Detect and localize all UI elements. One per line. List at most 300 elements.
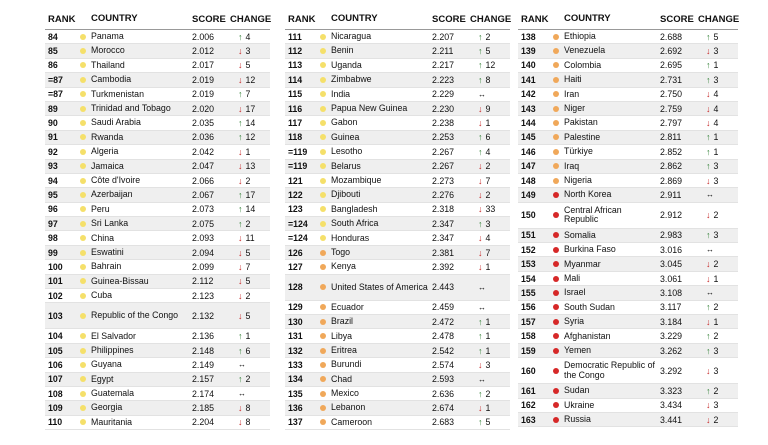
rank-cell: 146 — [521, 146, 536, 157]
arrow-down-icon: ↓ — [238, 146, 243, 157]
score-cell: 2.318 — [432, 204, 455, 215]
peace-level-dot-icon — [320, 235, 326, 241]
peace-level-dot-icon — [553, 163, 559, 169]
peace-level-dot-icon — [80, 192, 86, 198]
table-row — [285, 30, 510, 44]
country-cell: Thailand — [91, 59, 125, 70]
table-row — [518, 131, 738, 145]
score-cell: 3.229 — [660, 331, 683, 342]
country-cell: Guatemala — [91, 388, 135, 399]
rank-cell: 139 — [521, 46, 536, 57]
change-cell — [230, 118, 270, 128]
score-cell: 2.811 — [660, 132, 682, 143]
arrow-up-icon: ↑ — [478, 31, 483, 42]
table-row — [518, 203, 738, 229]
change-cell — [230, 75, 270, 85]
arrow-down-icon: ↓ — [706, 118, 711, 129]
country-cell: Guyana — [91, 359, 122, 370]
table-row — [285, 387, 510, 401]
table-row — [45, 188, 270, 202]
country-cell: Papua New Guinea — [331, 103, 408, 114]
rank-cell: 95 — [48, 189, 58, 200]
peace-level-dot-icon — [80, 48, 86, 54]
arrow-up-icon: ↑ — [706, 74, 711, 85]
table-header — [45, 9, 270, 30]
rank-cell: 111 — [288, 31, 302, 42]
arrow-down-icon: ↓ — [238, 417, 243, 428]
country-cell: Morocco — [91, 45, 125, 56]
score-cell: 2.207 — [432, 31, 455, 42]
table-row — [285, 174, 510, 188]
table-row — [285, 373, 510, 387]
change-cell — [230, 161, 270, 171]
peace-level-dot-icon — [80, 62, 86, 68]
peace-level-dot-icon — [320, 319, 326, 325]
table-row — [285, 246, 510, 260]
arrow-up-icon: ↑ — [706, 302, 711, 313]
table-row — [285, 344, 510, 358]
peace-level-dot-icon — [553, 261, 559, 267]
change-value: 2 — [713, 414, 719, 425]
change-value: 5 — [485, 46, 491, 57]
table-row — [45, 131, 270, 145]
arrow-down-icon: ↓ — [238, 310, 243, 321]
table-row — [285, 217, 510, 231]
no-change-icon: ↔ — [238, 389, 246, 399]
score-cell: 2.983 — [660, 230, 683, 241]
rank-cell: 128 — [288, 282, 303, 293]
change-value: 3 — [245, 46, 251, 57]
rank-cell: 91 — [48, 132, 58, 143]
change-value: 2 — [245, 290, 251, 301]
table-row — [45, 174, 270, 188]
change-cell — [470, 90, 510, 99]
score-cell: 2.036 — [192, 132, 215, 143]
arrow-up-icon: ↑ — [706, 60, 711, 71]
header-country: COUNTRY — [564, 13, 611, 25]
change-cell — [470, 60, 510, 70]
score-cell: 3.061 — [660, 273, 683, 284]
score-cell: 3.434 — [660, 400, 683, 411]
change-cell — [470, 204, 510, 214]
country-cell: Benin — [331, 45, 354, 56]
score-cell: 2.066 — [192, 175, 215, 186]
change-cell — [698, 190, 738, 199]
score-cell: 2.123 — [192, 290, 215, 301]
peace-level-dot-icon — [80, 149, 86, 155]
country-cell: Ukraine — [564, 399, 595, 410]
change-value: 4 — [485, 233, 491, 244]
peace-level-dot-icon — [80, 278, 86, 284]
rank-cell: 134 — [288, 374, 303, 385]
change-cell — [230, 374, 270, 384]
table-header — [518, 9, 738, 30]
country-cell: Eritrea — [331, 344, 357, 355]
score-cell: 2.392 — [432, 261, 455, 272]
change-value: 17 — [245, 189, 256, 200]
score-cell: 3.262 — [660, 345, 683, 356]
rank-cell: 96 — [48, 204, 58, 215]
peace-level-dot-icon — [320, 178, 326, 184]
peace-level-dot-icon — [553, 34, 559, 40]
change-cell — [470, 417, 510, 427]
arrow-down-icon: ↓ — [478, 403, 483, 414]
rank-cell: 109 — [48, 403, 63, 414]
country-cell: Iraq — [564, 160, 580, 171]
table-row — [518, 59, 738, 73]
rank-cell: 136 — [288, 403, 303, 414]
peace-level-dot-icon — [320, 106, 326, 112]
country-cell: North Korea — [564, 189, 612, 200]
country-cell: Nicaragua — [331, 31, 372, 42]
change-value: 7 — [245, 89, 251, 100]
change-cell — [698, 331, 738, 341]
change-cell — [698, 415, 738, 425]
rank-cell: 141 — [521, 74, 536, 85]
change-value: 4 — [713, 89, 719, 100]
rank-cell: 130 — [288, 316, 303, 327]
rank-cell: 118 — [288, 132, 303, 143]
arrow-down-icon: ↓ — [706, 175, 711, 186]
score-cell: 2.019 — [192, 74, 215, 85]
ranking-table-1 — [45, 9, 270, 430]
score-cell: 2.094 — [192, 247, 215, 258]
rank-cell: 154 — [521, 273, 536, 284]
country-cell: El Salvador — [91, 330, 136, 341]
rank-cell: 138 — [521, 31, 536, 42]
change-value: 2 — [485, 161, 491, 172]
change-cell — [230, 176, 270, 186]
country-cell: Pakistan — [564, 117, 598, 128]
score-cell: 2.443 — [432, 282, 455, 293]
change-cell — [470, 147, 510, 157]
country-cell: Colombia — [564, 59, 602, 70]
peace-level-dot-icon — [553, 368, 559, 374]
header-change: CHANGE — [230, 13, 272, 25]
change-value: 1 — [485, 316, 491, 327]
peace-level-dot-icon — [553, 417, 559, 423]
rank-cell: 115 — [288, 89, 303, 100]
table-row — [285, 358, 510, 372]
arrow-down-icon: ↓ — [706, 210, 711, 221]
score-cell: 2.731 — [660, 74, 683, 85]
change-value: 1 — [485, 403, 491, 414]
peace-level-dot-icon — [553, 333, 559, 339]
arrow-down-icon: ↓ — [478, 161, 483, 172]
score-cell: 2.148 — [192, 345, 215, 356]
country-cell: Nigeria — [564, 174, 592, 185]
country-cell: Djibouti — [331, 189, 361, 200]
table-row — [518, 160, 738, 174]
rank-cell: 108 — [48, 388, 63, 399]
change-cell — [698, 210, 738, 220]
country-cell: Togo — [331, 246, 351, 257]
score-cell: 2.157 — [192, 374, 215, 385]
arrow-down-icon: ↓ — [706, 273, 711, 284]
arrow-up-icon: ↑ — [706, 345, 711, 356]
score-cell: 2.852 — [660, 146, 683, 157]
table-row — [518, 257, 738, 271]
rank-cell: 129 — [288, 302, 303, 313]
country-cell: Central African Republic — [564, 204, 622, 225]
change-value: 1 — [245, 146, 251, 157]
peace-level-dot-icon — [80, 348, 86, 354]
arrow-up-icon: ↑ — [238, 89, 243, 100]
change-cell — [230, 291, 270, 301]
table-row — [518, 102, 738, 116]
change-value: 4 — [713, 103, 719, 114]
arrow-up-icon: ↑ — [478, 60, 483, 71]
table-row — [45, 145, 270, 159]
peace-level-dot-icon — [80, 293, 86, 299]
change-value: 1 — [485, 331, 491, 342]
peace-level-dot-icon — [80, 178, 86, 184]
peace-level-dot-icon — [320, 391, 326, 397]
header-country: COUNTRY — [331, 13, 378, 25]
table-row — [45, 73, 270, 87]
change-cell — [230, 403, 270, 413]
country-cell: Libya — [331, 330, 353, 341]
peace-level-dot-icon — [80, 333, 86, 339]
score-cell: 2.020 — [192, 103, 215, 114]
change-cell — [230, 389, 270, 398]
country-cell: Turkmenistan — [91, 88, 144, 99]
rank-cell: =87 — [48, 74, 63, 85]
rank-cell: =124 — [288, 233, 308, 244]
change-cell — [698, 147, 738, 157]
rank-cell: 137 — [288, 417, 303, 428]
change-value: 2 — [245, 175, 251, 186]
country-cell: Saudi Arabia — [91, 117, 141, 128]
country-cell: Algeria — [91, 146, 119, 157]
change-cell — [230, 147, 270, 157]
change-cell — [230, 262, 270, 272]
change-cell — [698, 89, 738, 99]
arrow-down-icon: ↓ — [238, 233, 243, 244]
peace-level-dot-icon — [80, 419, 86, 425]
score-cell: 2.797 — [660, 118, 683, 129]
header-rank: RANK — [288, 13, 316, 25]
change-value: 5 — [245, 310, 251, 321]
score-cell: 2.478 — [432, 331, 455, 342]
change-cell — [470, 219, 510, 229]
peace-level-dot-icon — [553, 77, 559, 83]
rank-cell: 103 — [48, 310, 63, 321]
country-cell: Bangladesh — [331, 203, 378, 214]
score-cell: 2.211 — [432, 46, 454, 57]
rank-cell: 132 — [288, 345, 303, 356]
table-row — [285, 416, 510, 430]
no-change-icon: ↔ — [478, 282, 486, 292]
peace-level-dot-icon — [553, 106, 559, 112]
change-value: 8 — [485, 74, 491, 85]
rank-cell: 157 — [521, 316, 536, 327]
rank-cell: 102 — [48, 290, 63, 301]
score-cell: 2.132 — [192, 310, 215, 321]
peace-level-dot-icon — [80, 91, 86, 97]
change-cell — [470, 248, 510, 258]
header-change: CHANGE — [698, 13, 740, 25]
score-cell: 3.292 — [660, 365, 683, 376]
change-cell — [470, 190, 510, 200]
rank-cell: 117 — [288, 118, 303, 129]
header-score: SCORE — [660, 13, 694, 25]
header-rank: RANK — [48, 13, 76, 25]
change-cell — [230, 346, 270, 356]
country-cell: South Africa — [331, 218, 379, 229]
header-score: SCORE — [432, 13, 466, 25]
rank-cell: 152 — [521, 244, 536, 255]
peace-level-dot-icon — [320, 250, 326, 256]
peace-level-dot-icon — [320, 48, 326, 54]
peace-level-dot-icon — [80, 391, 86, 397]
rank-cell: 142 — [521, 89, 536, 100]
peace-level-dot-icon — [80, 235, 86, 241]
change-cell — [230, 190, 270, 200]
rank-cell: 127 — [288, 261, 303, 272]
table-body — [285, 30, 510, 430]
rank-cell: =119 — [288, 161, 308, 172]
rank-cell: 100 — [48, 261, 63, 272]
country-cell: Kenya — [331, 261, 356, 272]
country-cell: Guinea — [331, 131, 360, 142]
country-cell: Belarus — [331, 160, 361, 171]
change-value: 3 — [713, 74, 719, 85]
change-cell — [230, 46, 270, 56]
country-cell: Honduras — [331, 232, 370, 243]
arrow-up-icon: ↑ — [478, 46, 483, 57]
score-cell: 3.323 — [660, 385, 683, 396]
arrow-up-icon: ↑ — [238, 204, 243, 215]
arrow-up-icon: ↑ — [706, 161, 711, 172]
arrow-down-icon: ↓ — [706, 259, 711, 270]
table-row — [45, 373, 270, 387]
change-cell — [698, 230, 738, 240]
no-change-icon: ↔ — [238, 360, 246, 370]
change-cell — [470, 403, 510, 413]
table-row — [518, 88, 738, 102]
change-cell — [698, 400, 738, 410]
change-value: 1 — [485, 345, 491, 356]
country-cell: Syria — [564, 316, 585, 327]
peace-level-dot-icon — [553, 319, 559, 325]
change-value: 3 — [713, 161, 719, 172]
country-cell: Sri Lanka — [91, 218, 129, 229]
table-row — [285, 73, 510, 87]
change-cell — [698, 176, 738, 186]
score-cell: 2.574 — [432, 359, 455, 370]
score-cell: 2.093 — [192, 233, 215, 244]
rank-cell: 153 — [521, 259, 536, 270]
score-cell: 2.683 — [432, 417, 455, 428]
score-cell: 2.099 — [192, 261, 215, 272]
change-cell — [698, 346, 738, 356]
change-cell — [470, 75, 510, 85]
country-cell: Burundi — [331, 359, 362, 370]
score-cell: 2.006 — [192, 31, 215, 42]
table-row — [285, 131, 510, 145]
change-cell — [698, 245, 738, 254]
table-row — [45, 289, 270, 303]
score-cell: 2.750 — [660, 89, 683, 100]
peace-level-dot-icon — [553, 48, 559, 54]
change-value: 3 — [713, 345, 719, 356]
change-value: 2 — [245, 218, 251, 229]
score-cell: 2.035 — [192, 118, 215, 129]
change-cell — [470, 346, 510, 356]
country-cell: Eswatini — [91, 246, 124, 257]
table-row — [518, 30, 738, 44]
country-cell: Rwanda — [91, 131, 124, 142]
country-cell: Mali — [564, 272, 581, 283]
arrow-up-icon: ↑ — [238, 189, 243, 200]
change-value: 2 — [485, 388, 491, 399]
change-value: 13 — [245, 161, 256, 172]
peace-level-dot-icon — [553, 276, 559, 282]
change-cell — [230, 32, 270, 42]
change-cell — [470, 233, 510, 243]
table-row — [518, 243, 738, 257]
score-cell: 2.238 — [432, 118, 455, 129]
change-cell — [470, 331, 510, 341]
rank-cell: 131 — [288, 331, 303, 342]
table-row — [45, 160, 270, 174]
arrow-down-icon: ↓ — [478, 261, 483, 272]
country-cell: Republic of the Congo — [91, 310, 179, 321]
score-cell: 2.047 — [192, 161, 215, 172]
change-value: 6 — [485, 132, 491, 143]
table-row — [45, 116, 270, 130]
change-cell — [470, 32, 510, 42]
rank-cell: 116 — [288, 103, 303, 114]
peace-level-dot-icon — [553, 304, 559, 310]
score-cell: 2.075 — [192, 218, 215, 229]
peace-level-dot-icon — [320, 333, 326, 339]
rank-cell: 151 — [521, 230, 536, 241]
rank-cell: 140 — [521, 60, 536, 71]
rank-cell: 155 — [521, 287, 536, 298]
change-value: 7 — [245, 261, 251, 272]
change-cell — [230, 233, 270, 243]
rank-cell: 160 — [521, 365, 536, 376]
score-cell: 2.688 — [660, 31, 683, 42]
peace-level-dot-icon — [553, 212, 559, 218]
change-value: 33 — [485, 204, 496, 215]
country-cell: Azerbaijan — [91, 189, 133, 200]
score-cell: 2.017 — [192, 60, 215, 71]
change-cell — [230, 89, 270, 99]
change-value: 5 — [245, 276, 251, 287]
rank-cell: 89 — [48, 103, 58, 114]
peace-level-dot-icon — [80, 206, 86, 212]
country-cell: Uganda — [331, 59, 362, 70]
arrow-up-icon: ↑ — [478, 316, 483, 327]
change-value: 11 — [245, 233, 255, 244]
arrow-up-icon: ↑ — [238, 331, 243, 342]
change-cell — [698, 386, 738, 396]
rank-cell: 158 — [521, 331, 536, 342]
change-value: 6 — [245, 345, 251, 356]
table-row — [45, 102, 270, 116]
rank-cell: 107 — [48, 374, 63, 385]
change-cell — [698, 259, 738, 269]
peace-level-dot-icon — [553, 247, 559, 253]
arrow-up-icon: ↑ — [706, 132, 711, 143]
score-cell: 2.174 — [192, 388, 215, 399]
table-row — [45, 231, 270, 245]
score-cell: 2.347 — [432, 233, 455, 244]
rank-cell: 93 — [48, 161, 58, 172]
